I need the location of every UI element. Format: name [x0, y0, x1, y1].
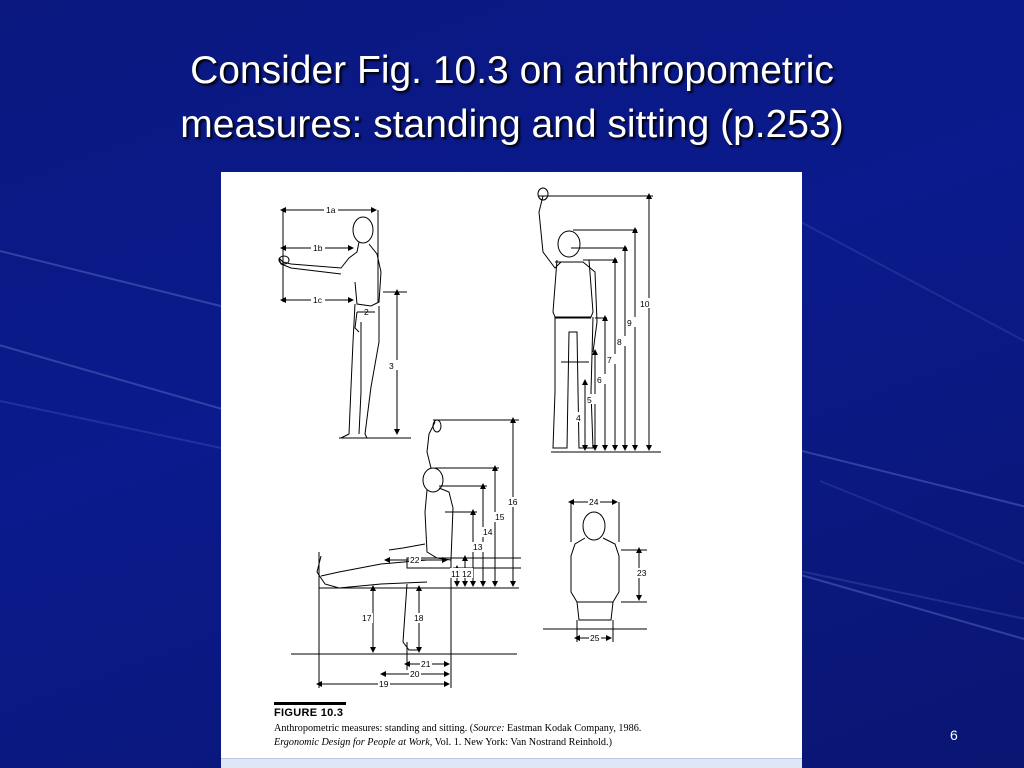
standing-side-figure — [279, 217, 381, 438]
seated-figure — [317, 420, 453, 650]
label-6: 6 — [597, 375, 602, 385]
image-bottom-strip — [221, 758, 802, 768]
slide-title-line-2: measures: standing and sitting (p.253) — [180, 103, 844, 146]
standing-front-dimensions — [539, 196, 661, 452]
label-23: 23 — [637, 568, 647, 578]
label-1a: 1a — [326, 205, 336, 215]
label-12: 12 — [462, 569, 472, 579]
standing-side-dimensions — [283, 210, 411, 438]
figure-label-rule — [274, 702, 346, 705]
measurement-labels — [311, 204, 653, 689]
label-11: 11 — [451, 569, 460, 579]
anthropometric-figure-drawing — [221, 172, 802, 768]
label-24: 24 — [589, 497, 599, 507]
seated-dimensions — [291, 420, 521, 688]
label-3: 3 — [389, 361, 394, 371]
label-9: 9 — [627, 318, 632, 328]
slide-title-line-1: Consider Fig. 10.3 on anthropometric — [190, 49, 834, 92]
label-15: 15 — [495, 512, 505, 522]
label-19: 19 — [379, 679, 389, 689]
standing-front-figure — [538, 188, 597, 448]
label-25: 25 — [590, 633, 600, 643]
figure-image — [221, 172, 802, 768]
label-18: 18 — [414, 613, 424, 623]
figure-caption-line-2: Ergonomic Design for People at Work, Vol. 1. New York: Van Nostrand Reinhold.) — [274, 737, 612, 748]
label-7: 7 — [607, 355, 612, 365]
label-4: 4 — [576, 413, 581, 423]
label-2: 2 — [364, 307, 369, 317]
label-20: 20 — [410, 669, 420, 679]
label-1c: 1c — [313, 295, 322, 305]
label-5: 5 — [587, 395, 592, 405]
label-10: 10 — [640, 299, 650, 309]
page-number: 6 — [950, 727, 958, 743]
label-14: 14 — [483, 527, 493, 537]
label-22: 22 — [410, 555, 420, 565]
label-8: 8 — [617, 337, 622, 347]
label-13: 13 — [473, 542, 483, 552]
back-view-dimensions — [571, 502, 647, 642]
label-16: 16 — [508, 497, 518, 507]
slide-title — [0, 44, 1024, 152]
figure-caption-line-1: Anthropometric measures: standing and sitting. (Source: Eastman Kodak Company, 1986. — [274, 723, 642, 734]
label-21: 21 — [421, 659, 431, 669]
back-view-figure — [543, 512, 647, 629]
label-17: 17 — [362, 613, 372, 623]
label-1b: 1b — [313, 243, 323, 253]
figure-label: FIGURE 10.3 — [274, 707, 344, 719]
